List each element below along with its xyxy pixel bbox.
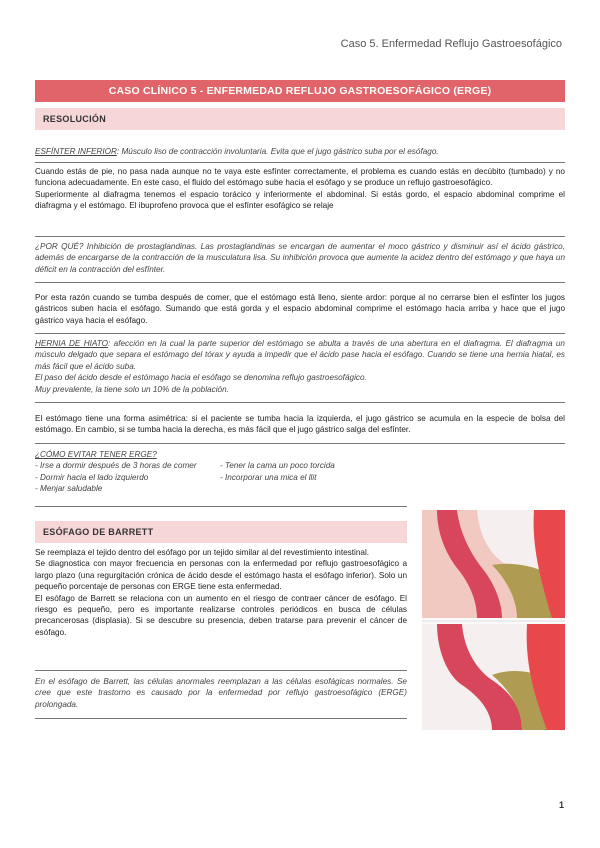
paragraph-decubito xyxy=(35,166,565,212)
paragraph: El paso del ácido desde el estómago hacia el esófago se denomina reflujo gastroesofágico. xyxy=(35,373,367,383)
document-title: CASO CLÍNICO 5 - ENFERMEDAD REFLUJO GASTROESOFÁGICO (ERGE) xyxy=(35,80,565,102)
divider xyxy=(35,506,407,507)
paragraph: Cuando estás de pie, no pasa nada aunque no te vaya este esfínter correctamente, el problema es cuando estás en decúbito (tumbado) y no funciona adecuadamente. En este caso, el fluido del estómago sube hacia el esófago y se produce un reflujo gastroesofágico. xyxy=(35,167,565,188)
paragraph: Se reemplaza el tejido dentro del esófago por un tejido similar al del revestimiento intestinal. xyxy=(35,548,370,557)
divider xyxy=(35,718,407,719)
esfinter-text: : Músculo liso de contracción involuntaria. Evita que el jugo gástrico suba por el esófago. xyxy=(116,147,439,156)
paragraph: Se diagnostica con mayor frecuencia en personas con la enfermedad por reflujo gastroesofágico a largo plazo (una regurgitación crónica de ácido desde el estómago hasta el esófago inferior). Solo un pequeño porcentaje de personas con ERGE tiene esta enfermedad. xyxy=(35,559,407,592)
barrett-italic-block xyxy=(35,676,407,710)
section-barrett-heading: ESÓFAGO DE BARRETT xyxy=(35,521,407,543)
hernia-term: HERNIA DE HIATO xyxy=(35,339,109,348)
evitar-item: - Incorporar una mica el llit xyxy=(220,472,317,482)
paragraph: ¿POR QUÉ? Inhibición de prostaglandinas. Las prostaglandinas se encargan de aumentar el moco gástrico y disminuir así el ácido gástrico, además de encargarse de la contracción de la musculatura lisa. Su inhibición provoca que aumente la acidez dentro del estómago y que haya un déficit en la contracción del esfínter. xyxy=(35,242,565,274)
paragraph: El estómago tiene una forma asimétrica: si el paciente se tumba hacia la izquierda, el jugo gástrico se acumula en la especie de bolsa del estómago. En cambio, si se tumba hacia la derecha, es más fácil que el jugo gástrico salga del esfínter. xyxy=(35,414,565,435)
divider xyxy=(35,670,407,671)
esophagus-illustration xyxy=(422,510,565,730)
hernia-text: : afección en la cual la parte superior del estómago se abulta a través de una abertura en el diafragma. El diafragma un músculo delgado que separa el estómago del tórax y ayuda a impedir que el ácido pase hacia el esófago. Cuando se tiene una hernia hiatal, es más fácil que el ácido suba. xyxy=(35,339,565,371)
paragraph: Muy prevalente, la tiene solo un 10% de la población. xyxy=(35,384,229,394)
paragraph: Superiormente al diafragma tenemos el espacio torácico y inferiormente el abdominal. Si estás gordo, el espacio abdominal comprime el diafragma y el estómago. El ibuprofeno provoca que el esfínter esofágico se relaje xyxy=(35,189,565,211)
divider xyxy=(35,333,565,334)
page-number: 1 xyxy=(558,800,564,810)
evitar-item: - Dormir hacia el lado izquierdo xyxy=(35,472,149,482)
divider xyxy=(35,236,565,237)
section-resolucion-heading: RESOLUCIÓN xyxy=(35,108,565,130)
hernia-block xyxy=(35,338,565,395)
porque-block xyxy=(35,241,565,275)
running-header: Caso 5. Enfermedad Reflujo Gastroesofágico xyxy=(340,38,562,50)
divider xyxy=(35,402,565,403)
evitar-item: - Irse a dormir después de 3 horas de comer xyxy=(35,461,197,471)
divider xyxy=(35,443,565,444)
paragraph: En el esófago de Barrett, las células anormales reemplazan a las células esofágicas normales. Se cree que este trastorno es causado por la enfermedad por reflujo gastroesofágico (ERGE) prolongada. xyxy=(35,677,407,709)
barrett-block xyxy=(35,547,407,638)
divider xyxy=(35,282,565,283)
paragraph: El esófago de Barrett se relaciona con un aumento en el riesgo de contraer cáncer de esófago. El riesgo es pequeño, pero es importante realizarse controles periódicos en busca de células precancerosas (displasia). Si se descubre su presencia, deben tratarse para prevenir el cáncer de esófago. xyxy=(35,593,407,637)
paragraph-ardor xyxy=(35,292,565,326)
evitar-item: - Menjar saludable xyxy=(35,484,103,494)
evitar-question: ¿CÓMO EVITAR TENER ERGE? xyxy=(35,450,157,459)
paragraph-asimetria xyxy=(35,413,565,436)
esfinter-term: ESFÍNTER INFERIOR xyxy=(35,147,117,156)
paragraph: Por esta razón cuando se tumba después de comer, que el estómago está lleno, siente ardor: porque al no cerrarse bien el esfínter los jugos gástricos suben hacia el esófago. Sumando que está gorda y el espacio abdominal comprime el estómago hacia arriba y hace que el jugo gástrico vaya hacia el esófago. xyxy=(35,293,565,325)
evitar-block xyxy=(35,449,565,495)
divider xyxy=(35,162,565,163)
esfinter-definition xyxy=(35,146,565,157)
evitar-item: - Tener la cama un poco torcida xyxy=(220,461,335,471)
